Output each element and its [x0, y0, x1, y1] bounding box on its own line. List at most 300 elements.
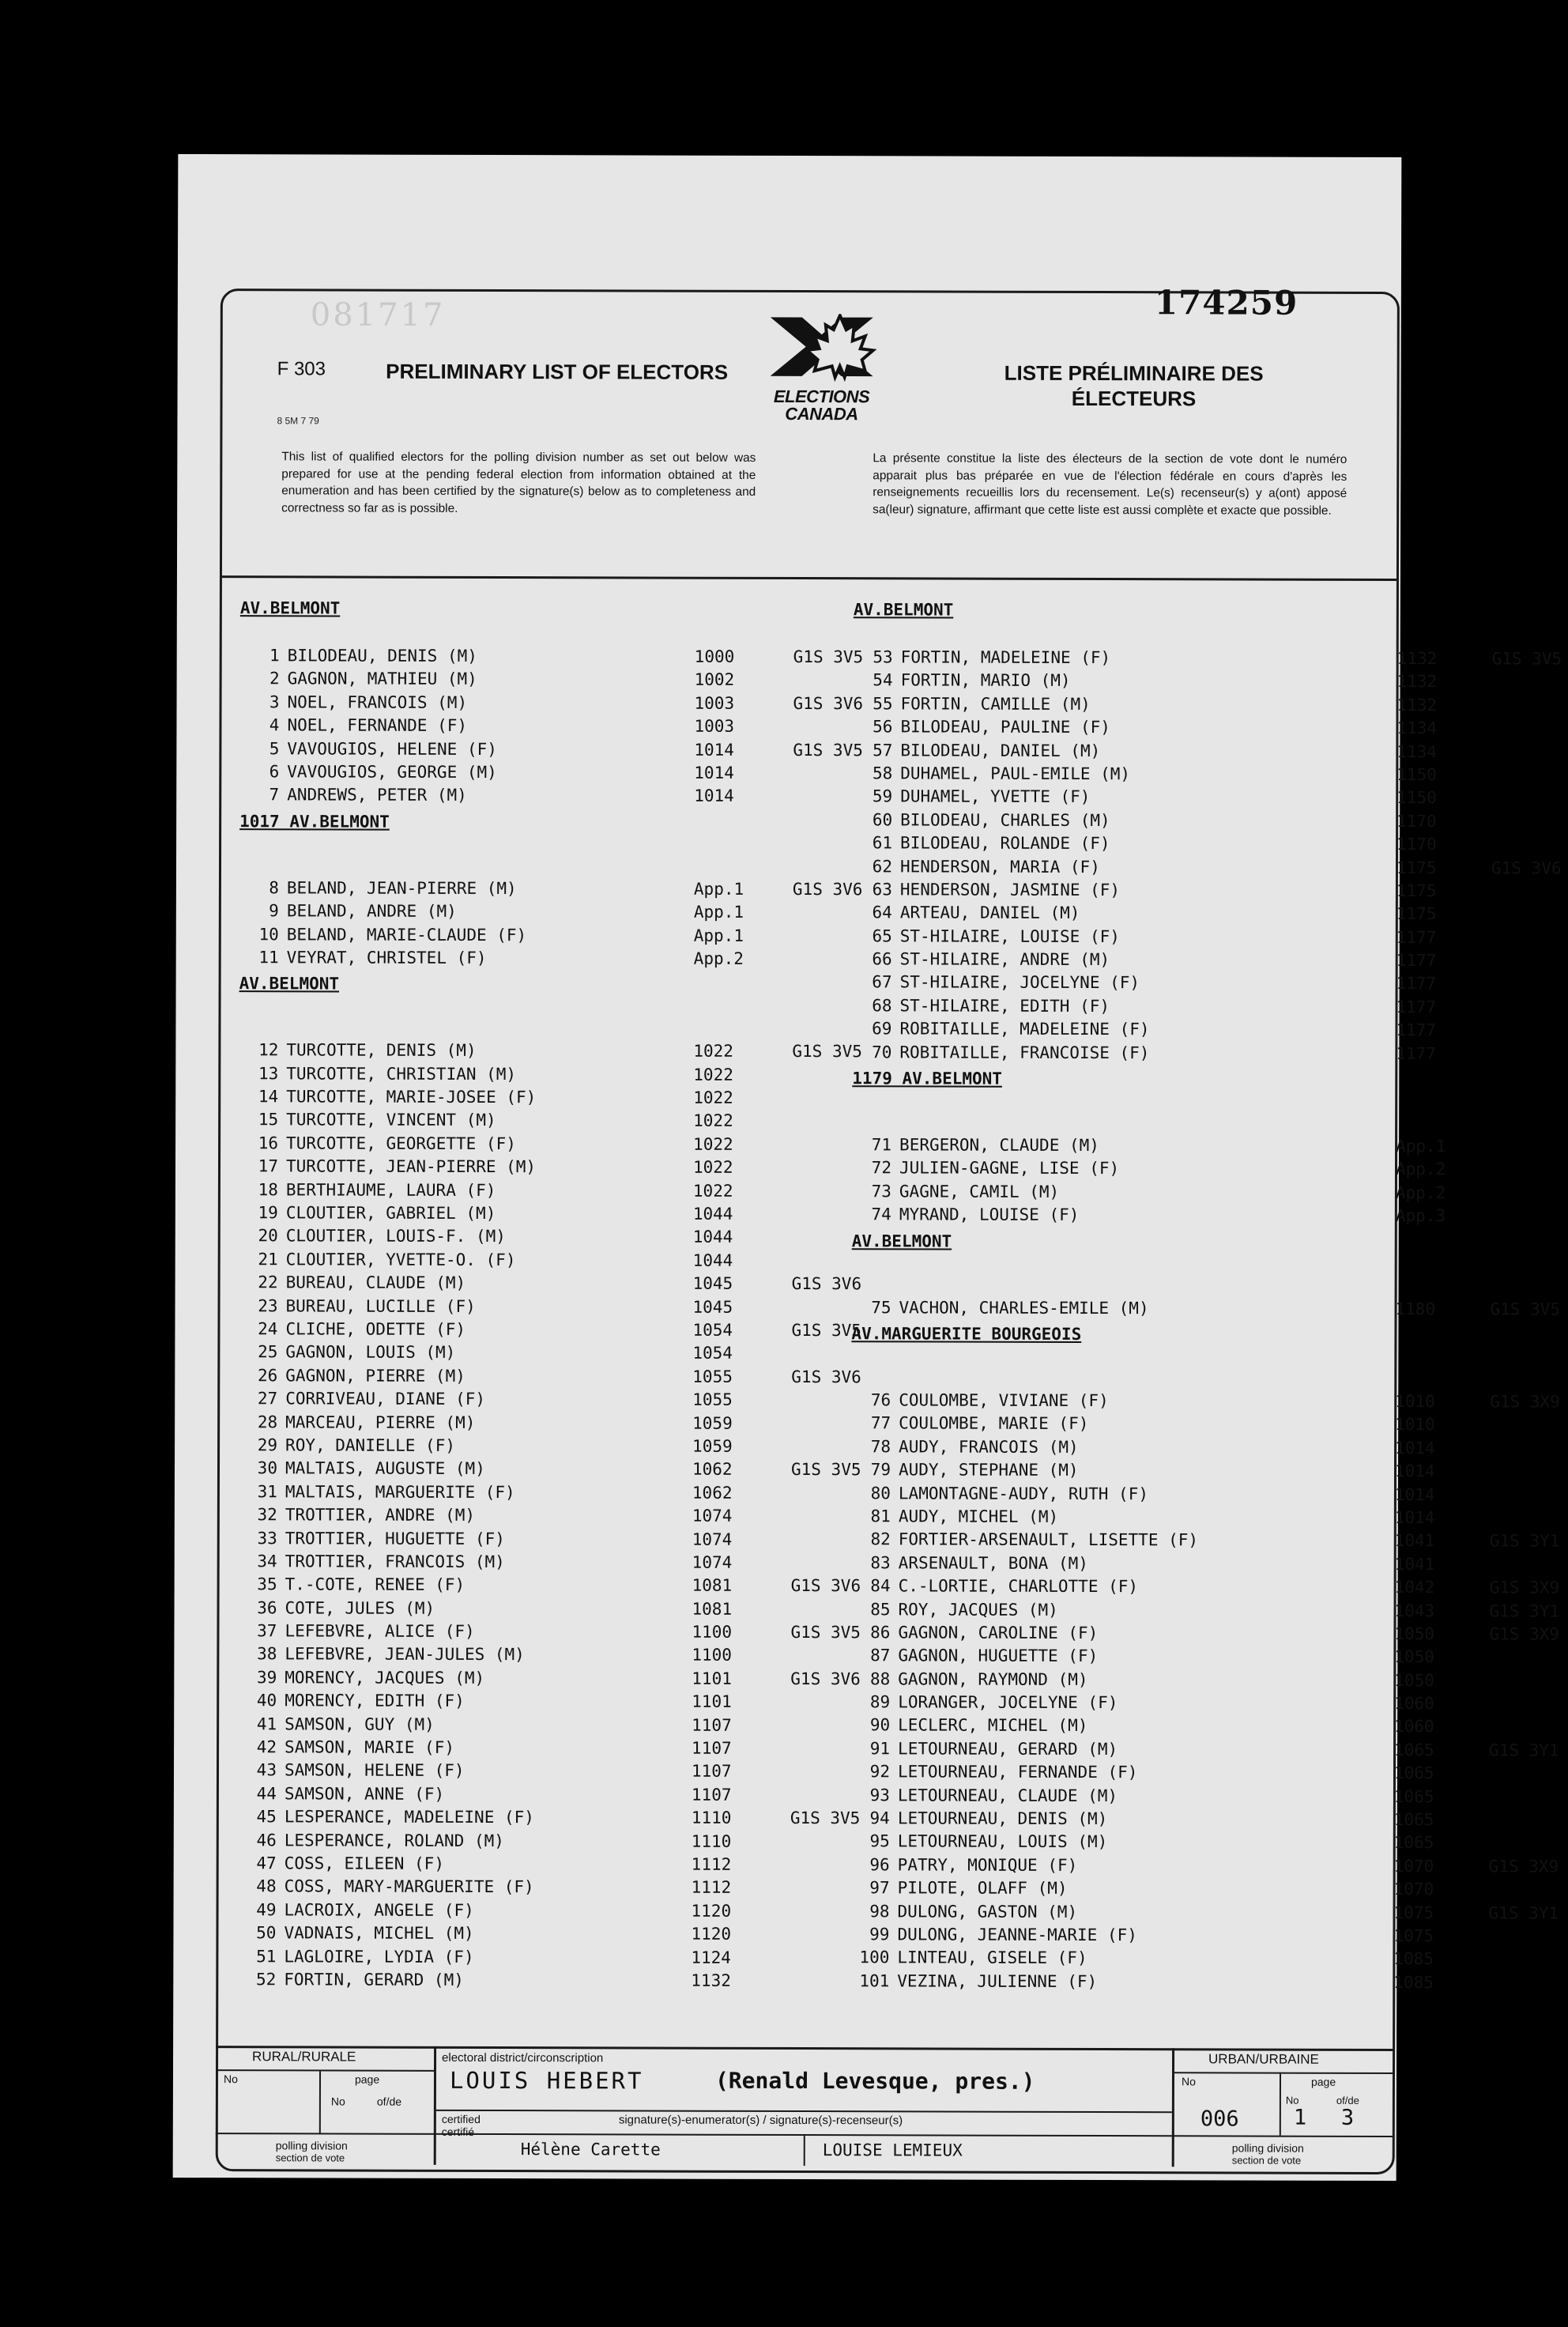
elector-name: ROY, DANIELLE (F): [285, 1435, 456, 1455]
elector-number: 16: [258, 1133, 279, 1153]
elector-name: GAGNE, CAMIL (M): [899, 1182, 1060, 1201]
elector-row: [853, 833, 1437, 858]
elector-row: [238, 1505, 823, 1529]
postal-code: G1S 3V6: [791, 1274, 862, 1294]
elector-name: LETOURNEAU, LOUIS (M): [897, 1831, 1108, 1852]
civic-address: 1065: [1393, 1763, 1434, 1783]
elector-number: 46: [256, 1830, 277, 1850]
elector-name: TURCOTTE, JEAN-PIERRE (M): [285, 1156, 537, 1177]
postal-code: G1S 3Y1: [1488, 1903, 1559, 1923]
elector-name: MALTAIS, MARGUERITE (F): [285, 1482, 515, 1502]
civic-address: 1075: [1393, 1925, 1434, 1946]
civic-address: 1044: [692, 1250, 733, 1270]
page-number: 1: [1293, 2105, 1307, 2130]
elector-name: AUDY, MICHEL (M): [898, 1507, 1059, 1526]
civic-address: 1177: [1396, 997, 1437, 1017]
elector-name: COULOMBE, VIVIANE (F): [899, 1390, 1109, 1411]
elector-number: 21: [258, 1250, 278, 1269]
civic-address: 1022: [693, 1065, 733, 1084]
elector-number: 99: [869, 1925, 890, 1944]
elector-row: [853, 740, 1437, 765]
elector-number: 56: [873, 717, 893, 737]
faded-serial-number: 081717: [310, 296, 446, 334]
civic-address: 1101: [692, 1669, 732, 1688]
elector-name: BELAND, MARIE-CLAUDE (F): [286, 924, 527, 945]
elector-row: [851, 1297, 1561, 1322]
elector-number: 88: [869, 1669, 891, 1689]
elector-name: HENDERSON, MARIA (F): [899, 856, 1100, 877]
elector-name: NOEL, FRANCOIS (M): [287, 692, 468, 712]
elector-row: [851, 1437, 1435, 1461]
civic-address: 1022: [692, 1157, 733, 1178]
civic-address: App.1: [1396, 1137, 1446, 1156]
civic-address: 1070: [1393, 1856, 1434, 1876]
postal-code: G1S 3V5: [1491, 649, 1562, 669]
elector-number: 83: [870, 1552, 891, 1573]
civic-address: 1010: [1395, 1391, 1435, 1412]
elector-row: [236, 1947, 821, 1971]
civic-address: 1050: [1394, 1670, 1434, 1690]
elector-row: [853, 972, 1437, 998]
elector-row: [851, 1483, 1435, 1508]
elector-name: BILODEAU, ROLANDE (F): [900, 833, 1110, 854]
elector-row: [238, 1482, 823, 1507]
civic-address: 1175: [1396, 904, 1437, 924]
postal-code: G1S 3V5: [793, 647, 864, 667]
elector-row: [239, 715, 824, 740]
elector-row: [239, 1227, 824, 1251]
civic-address: 1044: [692, 1204, 733, 1224]
elector-name: TROTTIER, FRANCOIS (M): [285, 1552, 505, 1571]
elector-number: 96: [869, 1855, 890, 1875]
civic-address: App.1: [693, 926, 744, 945]
civic-address: 1065: [1393, 1810, 1434, 1830]
elector-name: MORENCY, EDITH (F): [285, 1691, 465, 1711]
elector-number: 26: [257, 1366, 278, 1386]
elector-name: VACHON, CHARLES-EMILE (M): [899, 1297, 1149, 1318]
returning-officer: (Renald Levesque, pres.): [714, 2067, 1035, 2095]
elector-row: [239, 1111, 824, 1135]
elector-name: CLICHE, ODETTE (F): [285, 1319, 466, 1339]
elector-number: 79: [870, 1460, 891, 1480]
intro-english: This list of qualified electors for the polling division number as set out below was prepared for use at the pending federal election from information obtained at the enumeration and has been certified by the signature(s) below as to completeness and correctness so far as is possible.: [281, 450, 756, 515]
postal-code: G1S 3X9: [1489, 1578, 1560, 1597]
elector-name: GAGNON, RAYMOND (M): [898, 1669, 1088, 1689]
postal-code: G1S 3Y1: [1489, 1741, 1559, 1760]
elector-name: BELAND, ANDRE (M): [286, 901, 457, 922]
elector-row: [239, 1156, 824, 1181]
elector-name: DULONG, JEANNE-MARIE (F): [897, 1925, 1137, 1945]
elector-number: 4: [269, 715, 280, 735]
civic-address: 1041: [1394, 1554, 1435, 1574]
elector-row: [237, 1831, 822, 1855]
elector-name: BILODEAU, PAULINE (F): [900, 717, 1111, 737]
elector-row: [239, 1250, 824, 1274]
rural-page-label: page: [354, 2072, 380, 2086]
civic-address: 1170: [1396, 811, 1437, 831]
elector-name: FORTIN, MADELEINE (F): [900, 647, 1111, 668]
civic-address: 1022: [693, 1111, 733, 1131]
elector-row: [852, 1182, 1446, 1206]
civic-address: 1022: [693, 1134, 733, 1154]
elector-number: 36: [257, 1597, 277, 1617]
postal-code: G1S 3V5: [792, 1042, 862, 1062]
civic-address: 1065: [1393, 1786, 1434, 1806]
elector-number: 101: [859, 1971, 890, 1991]
rural-of-label: of/de: [376, 2095, 402, 2108]
elector-number: 9: [269, 901, 279, 921]
civic-address: 1014: [694, 740, 734, 760]
elector-row: [853, 926, 1437, 951]
elector-name: LEFEBVRE, JEAN-JULES (M): [285, 1644, 525, 1665]
civic-address: 1054: [692, 1320, 733, 1340]
elector-name: BILODEAU, CHARLES (M): [900, 810, 1110, 830]
civic-address: 1134: [1396, 718, 1438, 738]
elector-name: SAMSON, HELENE (F): [284, 1760, 465, 1781]
elector-name: CORRIVEAU, DIANE (F): [285, 1389, 486, 1409]
street-name: AV.BELMONT: [239, 598, 341, 618]
elector-number: 70: [872, 1042, 892, 1062]
elector-name: VAVOUGIOS, HELENE (F): [287, 738, 497, 759]
elector-name: LAGLOIRE, LYDIA (F): [284, 1946, 474, 1967]
elector-number: 76: [870, 1390, 891, 1410]
elector-name: TURCOTTE, GEORGETTE (F): [286, 1133, 516, 1153]
elector-number: 93: [869, 1785, 890, 1805]
postal-code: G1S 3V6: [790, 1669, 861, 1689]
elector-row: [238, 1319, 862, 1344]
elector-number: 44: [256, 1784, 277, 1804]
elector-row: [853, 764, 1437, 788]
elector-row: [237, 1691, 822, 1715]
elector-row: [852, 996, 1437, 1020]
elector-number: 94: [869, 1808, 890, 1828]
civic-address: 1059: [692, 1413, 733, 1433]
civic-address: 1134: [1396, 741, 1437, 761]
civic-address: 1120: [691, 1924, 732, 1944]
rural-label: RURAL/RURALE: [252, 2049, 356, 2065]
civic-address: 1050: [1394, 1624, 1435, 1644]
civic-address: 1022: [692, 1181, 733, 1201]
elector-row: [850, 1599, 1560, 1624]
elector-number: 50: [256, 1923, 277, 1943]
civic-address: 1074: [692, 1529, 733, 1549]
elector-name: ARTEAU, DANIEL (M): [899, 903, 1080, 923]
street-heading: [239, 809, 824, 880]
elector-row: [238, 1296, 823, 1321]
civic-address: 1062: [692, 1483, 733, 1503]
rural-no-label: No: [223, 2072, 238, 2086]
elector-number: 25: [258, 1342, 278, 1362]
header-divider: [222, 575, 1396, 581]
elector-name: TURCOTTE, DENIS (M): [286, 1040, 477, 1061]
elector-number: 89: [869, 1692, 891, 1712]
elector-name: CLOUTIER, LOUIS-F. (M): [285, 1226, 506, 1246]
postal-code: G1S 3V6: [793, 693, 864, 714]
street-heading: [851, 1321, 1404, 1392]
elector-row: [239, 1203, 824, 1228]
elector-name: MARCEAU, PIERRE (M): [285, 1412, 476, 1432]
elector-row: [854, 647, 1562, 672]
elector-name: LINTEAU, GISELE (F): [897, 1948, 1087, 1968]
elector-number: 40: [256, 1691, 277, 1710]
civic-address: 1132: [1396, 649, 1438, 669]
title-english: PRELIMINARY LIST OF ELECTORS: [386, 359, 729, 384]
elector-number: 68: [872, 996, 892, 1016]
elector-row: [850, 1623, 1560, 1647]
form-number: F 303: [277, 358, 326, 380]
elector-name: FORTIER-ARSENAULT, LISETTE (F): [898, 1529, 1199, 1550]
footer-divider-2: [1172, 2048, 1174, 2167]
elector-row: [239, 925, 824, 949]
elector-name: T.-COTE, RENEE (F): [285, 1575, 466, 1595]
elector-number: 64: [872, 903, 892, 922]
elector-name: BERTHIAUME, LAURA (F): [285, 1179, 496, 1200]
elector-name: VEZINA, JULIENNE (F): [897, 1971, 1098, 1991]
postal-code: G1S 3V5: [790, 1460, 861, 1480]
elector-row: [239, 1064, 824, 1088]
civic-address: 1085: [1393, 1972, 1434, 1992]
elector-number: 55: [873, 694, 893, 714]
elector-number: 37: [257, 1621, 277, 1641]
civic-address: 1014: [694, 763, 734, 783]
street-name: AV.BELMONT: [853, 600, 954, 620]
elector-row: [237, 1854, 822, 1878]
civic-address: 1059: [692, 1436, 733, 1456]
civic-address: 1074: [692, 1552, 733, 1572]
elector-name: LETOURNEAU, FERNANDE (F): [897, 1762, 1138, 1782]
civic-address: 1070: [1393, 1880, 1434, 1899]
elector-row: [238, 1343, 823, 1367]
elector-number: 14: [258, 1087, 279, 1107]
elector-name: ST-HILAIRE, LOUISE (F): [899, 926, 1120, 946]
elector-row: [850, 1901, 1559, 1926]
elector-name: CLOUTIER, YVETTE-O. (F): [285, 1250, 516, 1269]
postal-code: G1S 3X9: [1490, 1392, 1560, 1412]
elector-number: 86: [870, 1623, 891, 1642]
elector-row: [237, 1645, 822, 1669]
elector-row: [239, 948, 824, 972]
elector-row: [851, 1552, 1435, 1578]
urban-label: URBAN/URBAINE: [1208, 2051, 1319, 2067]
elector-name: LESPERANCE, MADELEINE (F): [284, 1807, 534, 1827]
civic-address: 1065: [1393, 1833, 1434, 1853]
elector-number: 62: [872, 856, 893, 876]
postal-code: G1S 3X9: [1489, 1624, 1560, 1644]
elector-number: 100: [859, 1948, 890, 1967]
elector-number: 6: [269, 762, 280, 782]
urban-polling-label-fr: section de vote: [1231, 2154, 1302, 2167]
civic-address: 1150: [1396, 764, 1437, 785]
civic-address: 1101: [692, 1692, 732, 1712]
elector-name: ST-HILAIRE, EDITH (F): [899, 996, 1110, 1016]
elector-number: 87: [870, 1646, 891, 1665]
elector-name: DUHAMEL, PAUL-EMILE (M): [900, 764, 1131, 784]
urban-no-label: No: [1181, 2075, 1196, 2088]
urban-polling-label: polling division: [1231, 2141, 1304, 2155]
elector-number: 1: [270, 646, 280, 666]
elector-name: AUDY, FRANCOIS (M): [899, 1437, 1079, 1457]
elector-row: [239, 738, 863, 764]
elector-row: [236, 1970, 821, 1994]
elector-row: [237, 1761, 822, 1786]
elector-row: [852, 1019, 1437, 1043]
elector-row: [853, 786, 1437, 812]
elector-row: [240, 669, 825, 694]
elector-number: 74: [871, 1205, 891, 1224]
elector-name: ANDREWS, PETER (M): [287, 785, 467, 805]
civic-address: App.2: [693, 949, 744, 968]
civic-address: 1000: [694, 647, 735, 666]
elector-number: 13: [258, 1063, 279, 1084]
elector-row: [237, 1737, 822, 1762]
elector-number: 48: [256, 1876, 277, 1896]
elector-row: [236, 1900, 821, 1925]
elector-name: BUREAU, CLAUDE (M): [285, 1273, 466, 1293]
logo-text: ELECTIONS CANADA: [773, 386, 870, 424]
elector-row: [239, 1040, 862, 1065]
elector-number: 78: [870, 1437, 891, 1457]
civic-address: 1002: [694, 670, 735, 690]
elector-row: [239, 786, 824, 810]
elector-number: 24: [258, 1319, 278, 1339]
elector-number: 27: [257, 1389, 278, 1409]
elector-row: [853, 949, 1437, 974]
civic-address: 1014: [1394, 1461, 1435, 1481]
elector-name: ARSENAULT, BONA (M): [898, 1553, 1088, 1573]
elector-row: [850, 1878, 1434, 1903]
civic-address: 1110: [691, 1831, 732, 1851]
elector-name: AUDY, STEPHANE (M): [898, 1460, 1079, 1480]
elector-name: MALTAIS, AUGUSTE (M): [285, 1458, 485, 1479]
elector-row: [238, 1389, 823, 1413]
elector-name: LECLERC, MICHEL (M): [898, 1715, 1088, 1736]
elector-row: [237, 1598, 822, 1623]
civic-address: 1107: [691, 1785, 732, 1805]
elector-number: 57: [873, 740, 893, 760]
elector-row: [854, 670, 1438, 696]
elector-name: VADNAIS, MICHEL (M): [284, 1923, 474, 1944]
civic-address: 1050: [1394, 1647, 1434, 1667]
elector-name: GAGNON, CAROLINE (F): [898, 1623, 1099, 1642]
elector-number: 22: [258, 1273, 278, 1292]
elector-number: 38: [257, 1644, 277, 1664]
civic-address: 1170: [1396, 835, 1437, 854]
postal-code: G1S 3V6: [790, 1576, 861, 1596]
footer-divider-1: [434, 2046, 436, 2165]
elector-row: [852, 1158, 1446, 1183]
civic-address: 1112: [691, 1878, 732, 1898]
elector-row: [239, 1087, 824, 1111]
elector-number: 32: [257, 1505, 277, 1525]
elector-row: [850, 1762, 1434, 1786]
elector-number: 91: [869, 1739, 891, 1759]
elector-name: COTE, JULES (M): [285, 1598, 435, 1618]
civic-address: 1100: [692, 1622, 733, 1642]
elector-number: 17: [258, 1156, 279, 1176]
civic-address: 1022: [693, 1088, 733, 1107]
civic-address: 1110: [691, 1808, 732, 1828]
elector-number: 84: [870, 1576, 891, 1596]
street-name: 1179 AV.BELMONT: [852, 1069, 1002, 1088]
elector-number: 51: [256, 1946, 277, 1966]
elector-number: 43: [256, 1760, 277, 1780]
elector-row: [239, 762, 824, 786]
elector-row: [851, 1413, 1435, 1439]
civic-address: 1054: [692, 1344, 733, 1363]
civic-address: 1177: [1396, 927, 1437, 947]
elector-row: [853, 880, 1437, 904]
civic-address: 1022: [693, 1041, 733, 1062]
elector-row: [850, 1692, 1434, 1717]
civic-address: 1112: [691, 1854, 732, 1874]
street-name: 1017 AV.BELMONT: [239, 811, 390, 832]
elector-number: 23: [258, 1296, 278, 1315]
elector-number: 60: [872, 810, 893, 830]
elector-row: [851, 1507, 1435, 1531]
elector-name: FORTIN, CAMILLE (M): [900, 694, 1091, 714]
civic-address: 1044: [692, 1228, 733, 1247]
civic-address: 1055: [692, 1390, 733, 1409]
elector-row: [850, 1948, 1434, 1973]
elector-name: SAMSON, GUY (M): [285, 1714, 435, 1734]
elector-row: [238, 1552, 823, 1576]
elector-number: 39: [256, 1668, 277, 1688]
elector-name: PATRY, MONIQUE (F): [897, 1855, 1078, 1875]
elector-row: [850, 1739, 1559, 1763]
elector-name: BELAND, JEAN-PIERRE (M): [286, 878, 517, 898]
elector-number: 18: [258, 1179, 278, 1199]
elector-name: BUREAU, LUCILLE (F): [285, 1296, 476, 1316]
elector-name: ROBITAILLE, FRANCOISE (F): [899, 1043, 1150, 1062]
street-name: AV.BELMONT: [851, 1231, 952, 1251]
elector-number: 67: [872, 972, 892, 992]
elector-name: BILODEAU, DENIS (M): [287, 646, 477, 666]
elector-number: 73: [871, 1182, 891, 1201]
civic-address: 1175: [1396, 858, 1437, 877]
civic-address: 1085: [1393, 1949, 1434, 1969]
elector-name: ST-HILAIRE, JOCELYNE (F): [899, 972, 1140, 993]
elector-name: LETOURNEAU, CLAUDE (M): [897, 1785, 1118, 1805]
postal-code: G1S 3V5: [791, 1320, 862, 1341]
rural-polling-label-fr: section de vote: [275, 2152, 345, 2164]
elector-number: 49: [256, 1899, 277, 1920]
elector-row: [850, 1855, 1559, 1880]
street-heading: [240, 595, 825, 647]
elector-number: 35: [257, 1575, 277, 1594]
elector-number: 65: [872, 926, 892, 946]
civic-address: 1107: [691, 1762, 732, 1782]
postal-code: G1S 3V6: [1491, 858, 1562, 878]
civic-address: 1075: [1393, 1903, 1434, 1922]
signature-separator: [804, 2136, 805, 2166]
elector-row: [237, 1714, 822, 1739]
postal-code: G1S 3V5: [1490, 1299, 1561, 1319]
elector-name: LETOURNEAU, DENIS (M): [897, 1808, 1108, 1829]
elector-name: CLOUTIER, GABRIEL (M): [285, 1203, 496, 1224]
elector-number: 45: [256, 1807, 277, 1827]
elector-row: [853, 810, 1437, 835]
page-total: 3: [1340, 2105, 1355, 2130]
elector-row: [239, 692, 864, 717]
elector-row: [851, 1390, 1560, 1415]
street-name: AV.BELMONT: [239, 974, 340, 994]
elector-name: PILOTE, OLAFF (M): [897, 1878, 1068, 1899]
elector-number: 98: [869, 1901, 890, 1921]
elector-number: 69: [872, 1019, 892, 1039]
elector-row: [850, 1785, 1434, 1810]
elector-row: [850, 1808, 1434, 1833]
civic-address: 1180: [1395, 1299, 1436, 1318]
